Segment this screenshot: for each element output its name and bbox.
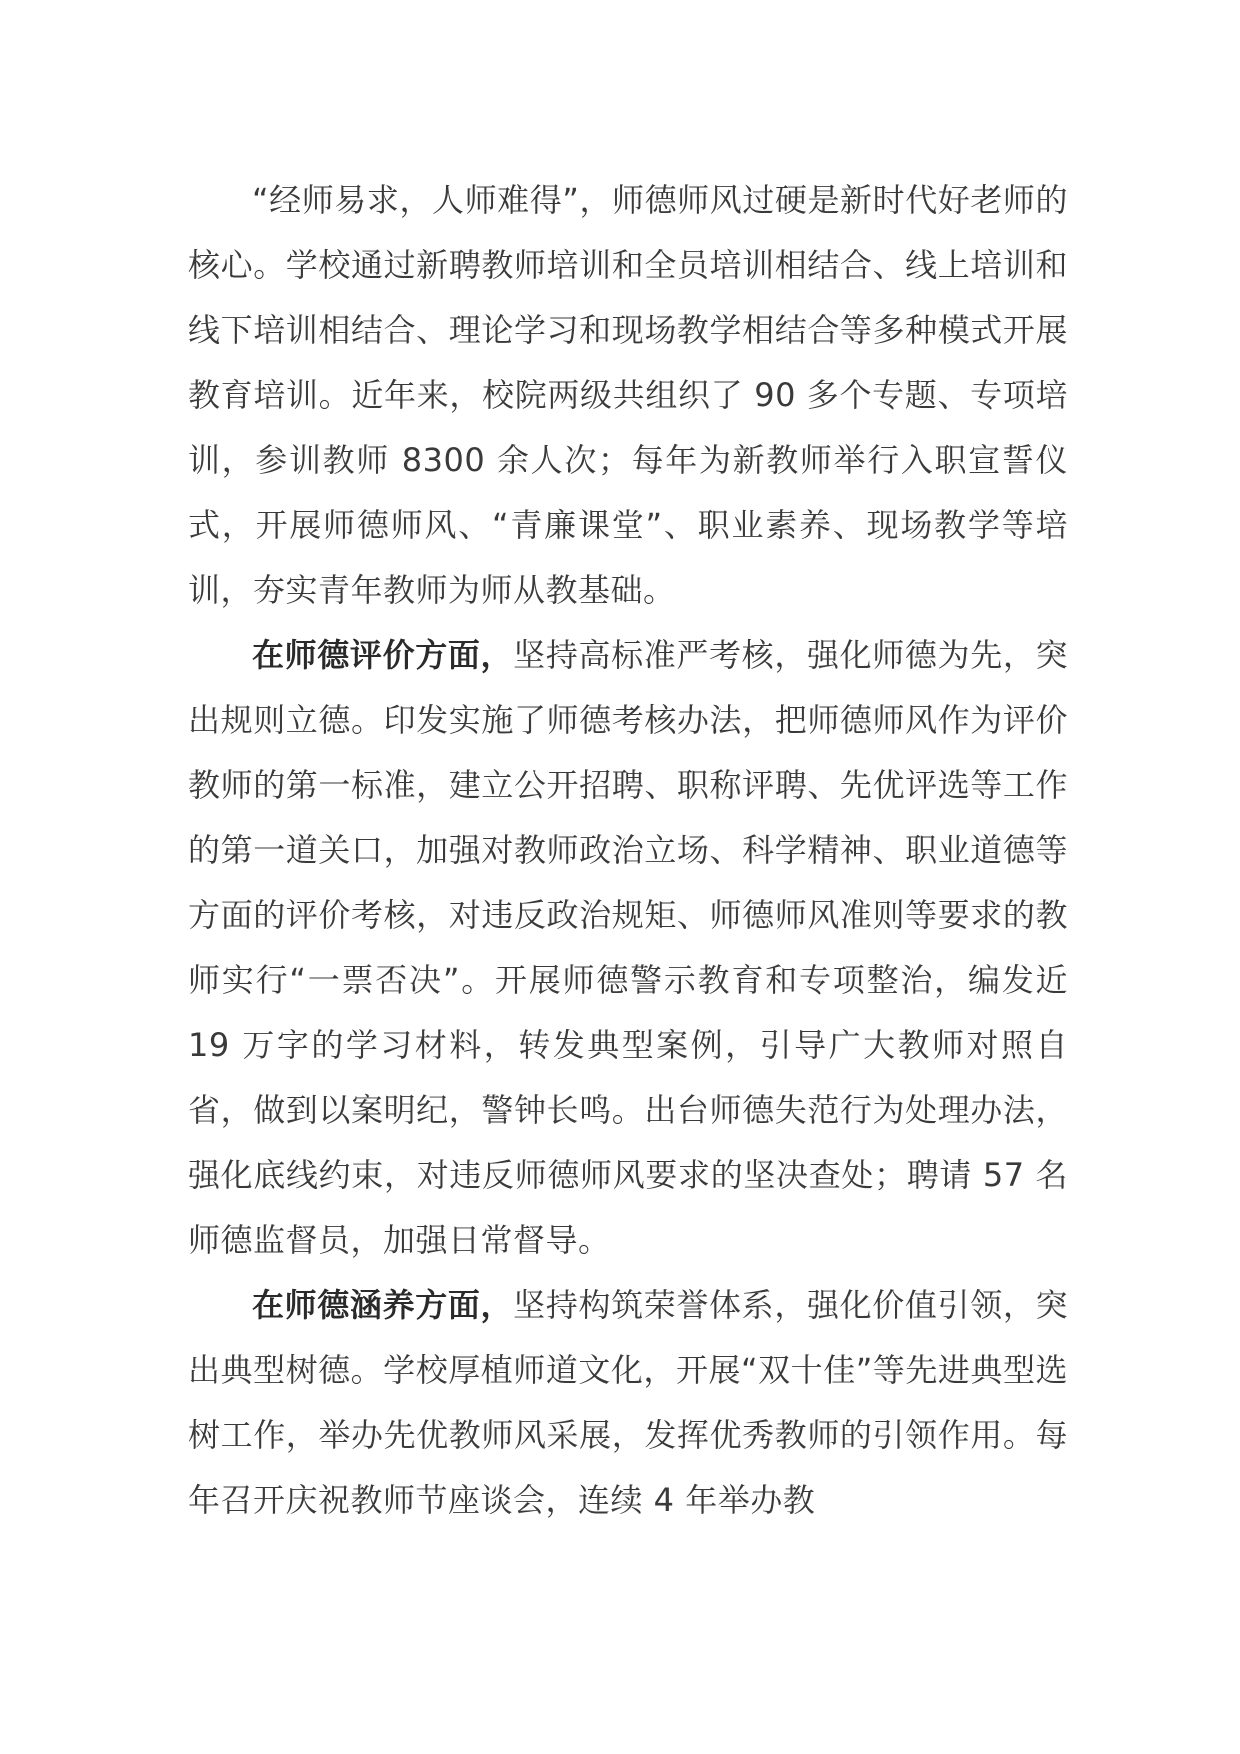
document-body [188, 168, 1068, 1533]
paragraph-text: 坚持高标准严考核，强化师德为先，突出规则立德。印发实施了师德考核办法，把师德师风作为评价教师的第一标准，建立公开招聘、职称评聘、先优评选等工作的第一道关口，加强对教师政治立场、科学精神、职业道德等方面的评价考核，对违反政治规矩、师德师风准则等要求的教师实行“一票否决”。开展师德警示教育和专项整治，编发近 19 万字的学习材料，转发典型案例，引导广大教师对照自省，做到以案明纪，警钟长鸣。出台师德失范行为处理办法，强化底线约束，对违反师德师风要求的坚决查处；聘请 57 名师德监督员，加强日常督导。 [188, 636, 1068, 1259]
paragraph-text: “经师易求，人师难得”，师德师风过硬是新时代好老师的核心。学校通过新聘教师培训和全员培训相结合、线上培训和线下培训相结合、理论学习和现场教学相结合等多种模式开展教育培训。近年来，校院两级共组织了 90 多个专题、专项培训，参训教师 8300 余人次；每年为新教师举行入职宣誓仪式，开展师德师风、“青廉课堂”、职业素养、现场教学等培训，夯实青年教师为师从教基础。 [188, 181, 1068, 609]
paragraph-evaluation [188, 623, 1068, 1273]
paragraph-cultivation [188, 1273, 1068, 1533]
paragraph-lead: 在师德评价方面， [252, 636, 514, 674]
paragraph-training [188, 168, 1068, 623]
paragraph-lead: 在师德涵养方面， [252, 1286, 514, 1324]
paragraph-text: 坚持构筑荣誉体系，强化价值引领，突出典型树德。学校厚植师道文化，开展“双十佳”等先进典型选树工作，举办先优教师风采展，发挥优秀教师的引领作用。每年召开庆祝教师节座谈会，连续 4 年举办教 [188, 1286, 1068, 1519]
